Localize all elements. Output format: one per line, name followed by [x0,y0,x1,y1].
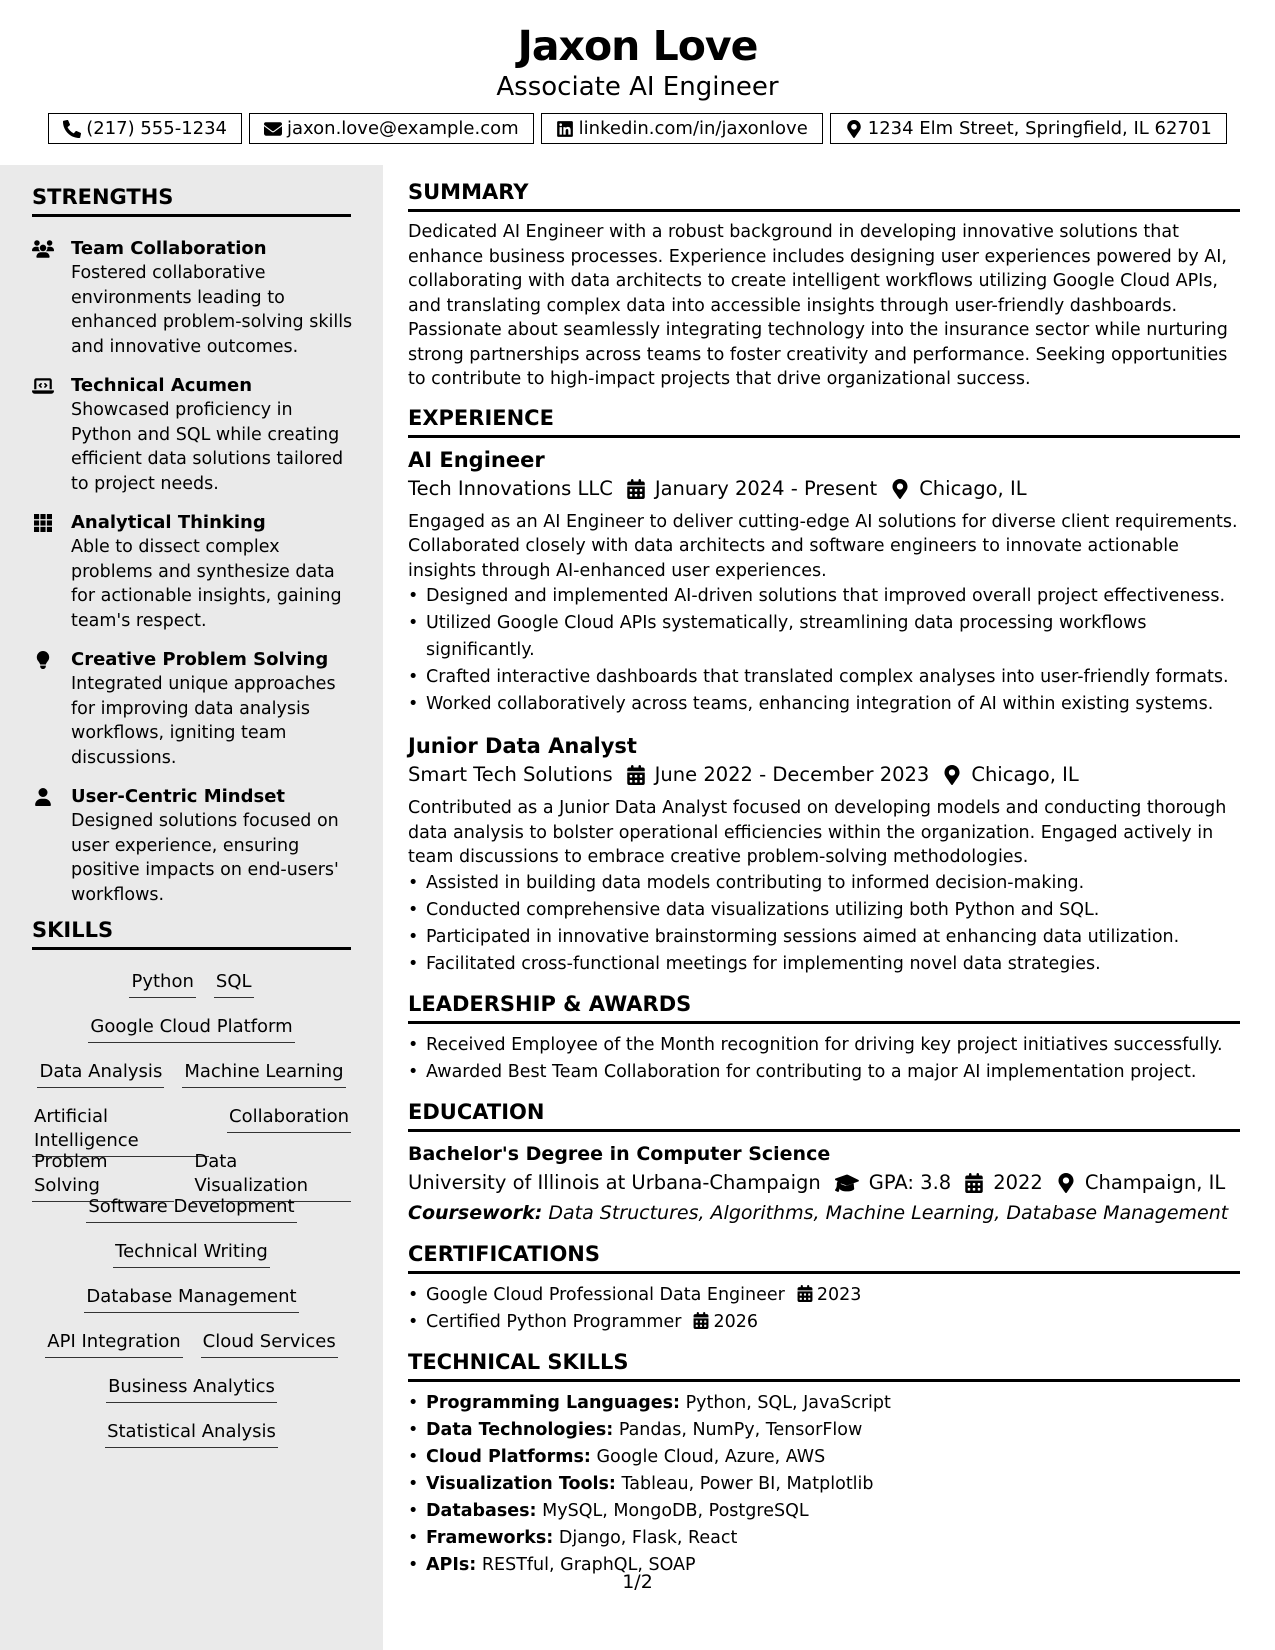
tech-skill-value: MySQL, MongoDB, PostgreSQL [542,1500,809,1521]
job-meta [408,760,1240,790]
job-dates: January 2024 - Present [654,476,878,500]
skill-row [32,1330,351,1375]
skill-row [32,1375,351,1420]
strength-title: Analytical Thinking [71,512,266,533]
job-bullet: • Utilized Google Cloud APIs systematically, streamlining data processing workflows significantly. [408,610,1240,664]
skill-tag: Database Management [84,1285,298,1313]
technical-skills-list [408,1390,1240,1579]
contact-bar [0,113,1275,144]
school-name: University of Illinois at Urbana-Champaign [408,1170,821,1194]
job-entry [408,446,1240,719]
tech-skill-value: Pandas, NumPy, TensorFlow [618,1419,863,1440]
job-bullet: • Designed and implemented AI-driven solutions that improved overall project effectiveness. [408,583,1240,610]
job-company: Tech Innovations LLC [408,476,613,500]
tech-skill-label: APIs: [426,1554,477,1575]
tech-skill-label: Visualization Tools: [426,1473,616,1494]
certifications-heading: CERTIFICATIONS [408,1242,1240,1274]
skill-row [32,1015,351,1060]
job-meta [408,474,1240,504]
skill-tag: Data Analysis [37,1060,164,1088]
skill-row [32,1240,351,1285]
tech-skill-item [408,1498,1240,1525]
strength-desc: Integrated unique approaches for improving data analysis workflows, igniting team discussions. [71,674,336,768]
coursework [408,1198,1240,1228]
strength-item [32,374,357,496]
contact-phone [48,113,242,144]
calendar-icon [797,1285,813,1302]
skill-tag: Business Analytics [106,1375,277,1403]
skill-tag: Machine Learning [182,1060,345,1088]
coursework-label: Coursework: [408,1201,543,1224]
strength-item [32,511,357,633]
tech-skill-value: Google Cloud, Azure, AWS [596,1446,826,1467]
job-bullets [408,583,1240,718]
skills-heading: SKILLS [32,918,351,950]
phone-text: (217) 555-1234 [86,118,228,139]
skill-row [32,1060,351,1105]
certification-item [408,1282,1240,1309]
job-bullet: • Assisted in building data models contributing to informed decision-making. [408,870,1240,897]
sidebar [0,165,383,1650]
job-company: Smart Tech Solutions [408,763,613,786]
tech-skill-value: Tableau, Power BI, Matplotlib [621,1473,874,1494]
strength-desc: Designed solutions focused on user experience, ensuring positive impacts on end-users' workflows. [71,811,339,905]
coursework-list: Data Structures, Algorithms, Machine Learning, Database Management [548,1201,1229,1224]
education-heading: EDUCATION [408,1100,1240,1132]
skill-row [32,1105,351,1150]
tech-skill-label: Cloud Platforms: [426,1446,591,1467]
job-location: Chicago, IL [919,476,1027,500]
grad-year: 2022 [993,1170,1043,1194]
candidate-name: Jaxon Love [517,22,758,70]
map-pin-icon [943,765,961,785]
strength-desc: Showcased proficiency in Python and SQL while creating efficient data solutions tailored to project needs. [71,400,344,494]
cert-name: Google Cloud Professional Data Engineer [426,1284,785,1305]
strength-item [32,785,357,907]
certification-item [408,1309,1240,1336]
contact-email[interactable] [249,113,534,144]
strength-title: User-Centric Mindset [71,786,286,807]
award-item: • Received Employee of the Month recognition for driving key project initiatives successfully. [408,1032,1240,1059]
job-bullet: • Crafted interactive dashboards that translated complex analyses into user-friendly formats. [408,664,1240,691]
skill-row [32,1285,351,1330]
resume-header [0,0,1275,165]
school-location: Champaign, IL [1084,1170,1226,1194]
job-title: AI Engineer [408,447,545,472]
skill-tag: Data Visualization [192,1150,351,1202]
job-bullet: • Facilitated cross-functional meetings for implementing novel data strategies. [408,951,1240,978]
job-bullet: • Conducted comprehensive data visualizations utilizing both Python and SQL. [408,897,1240,924]
tech-skill-item [408,1471,1240,1498]
cert-year: 2026 [713,1311,758,1332]
users-icon [32,240,54,258]
experience-heading: EXPERIENCE [408,406,1240,438]
technical-skills-heading: TECHNICAL SKILLS [408,1350,1240,1382]
tech-skill-value: Django, Flask, React [558,1527,738,1548]
award-item: • Awarded Best Team Collaboration for contributing to a major AI implementation project. [408,1059,1240,1086]
tech-skill-label: Data Technologies: [426,1419,614,1440]
tech-skill-label: Frameworks: [426,1527,554,1548]
main-content [408,180,1240,1579]
skill-tag: SQL [214,970,254,998]
skill-row [32,1150,351,1195]
calendar-icon [965,1173,983,1193]
skill-tag: Google Cloud Platform [88,1015,294,1043]
cert-year: 2023 [816,1284,862,1305]
leadership-heading: LEADERSHIP & AWARDS [408,992,1240,1024]
laptop-code-icon [32,377,54,395]
job-entry [408,732,1240,978]
map-pin-icon [845,120,863,138]
contact-linkedin[interactable] [541,113,823,144]
gpa: GPA: 3.8 [868,1170,952,1194]
skill-tag: Artificial Intelligence [32,1105,209,1157]
strength-item [32,237,357,359]
education-meta [408,1168,1240,1198]
education-entry [408,1140,1240,1228]
calendar-icon [627,479,645,499]
skill-tag: Problem Solving [32,1150,174,1202]
skill-tag: Cloud Services [201,1330,338,1358]
user-icon [32,788,54,806]
skill-row [32,1420,351,1465]
tech-skill-item [408,1390,1240,1417]
skill-tag: Collaboration [227,1105,351,1133]
contact-address [830,113,1227,144]
job-title: Junior Data Analyst [408,734,637,758]
degree-title: Bachelor's Degree in Computer Science [408,1142,831,1165]
skill-tag: Software Development [86,1195,296,1223]
strength-title: Team Collaboration [71,238,267,259]
tech-skill-value: Python, SQL, JavaScript [685,1392,891,1413]
graduation-cap-icon [835,1173,859,1193]
skill-row [32,970,351,1015]
map-pin-icon [1057,1173,1075,1193]
skill-tag: Statistical Analysis [105,1420,278,1448]
linkedin-icon [556,120,574,138]
candidate-title: Associate AI Engineer [496,72,779,102]
strength-item [32,648,357,770]
strength-title: Creative Problem Solving [71,649,329,670]
tech-skill-value: RESTful, GraphQL, SOAP [481,1554,696,1575]
skill-tag: Python [129,970,195,998]
tech-skill-item [408,1525,1240,1552]
leadership-list [408,1032,1240,1086]
strengths-list [32,237,357,922]
grid-icon [32,514,54,532]
job-bullet: • Worked collaboratively across teams, enhancing integration of AI within existing systems. [408,691,1240,718]
strengths-heading: STRENGTHS [32,185,351,217]
job-bullets [408,870,1240,978]
strength-desc: Able to dissect complex problems and synthesize data for actionable insights, gaining team's respect. [71,537,342,631]
skill-tag: API Integration [45,1330,182,1358]
job-description: Engaged as an AI Engineer to deliver cutting-edge AI solutions for diverse client requirements. Collaborated closely with data architects and software engineers to innovate actionable insights through AI-enhanced user experiences. [408,511,1238,581]
tech-skill-label: Programming Languages: [426,1392,681,1413]
job-bullet: • Participated in innovative brainstorming sessions aimed at enhancing data utilization. [408,924,1240,951]
calendar-icon [627,765,645,785]
linkedin-text[interactable]: linkedin.com/in/jaxonlove [578,118,808,139]
skills-list [32,970,351,1465]
page-number: 1/2 [622,1571,653,1593]
skill-tag: Technical Writing [113,1240,270,1268]
tech-skill-item [408,1417,1240,1444]
strength-title: Technical Acumen [71,375,253,396]
strength-desc: Fostered collaborative environments leading to enhanced problem-solving skills and innovative outcomes. [71,263,353,357]
summary-heading: SUMMARY [408,180,1240,212]
job-location: Chicago, IL [971,763,1079,786]
tech-skill-item [408,1444,1240,1471]
lightbulb-icon [32,651,54,669]
certifications-list [408,1282,1240,1336]
tech-skill-item [408,1552,1240,1579]
address-text: 1234 Elm Street, Springfield, IL 62701 [867,118,1212,139]
job-dates: June 2022 - December 2023 [654,763,930,786]
job-description: Contributed as a Junior Data Analyst focused on developing models and conducting thorough data analysis to bolster operational efficiencies within the organization. Engaged actively in team discussions to embrace creative problem-solving methodologies. [408,798,1227,867]
envelope-icon [264,120,282,138]
email-text[interactable]: jaxon.love@example.com [287,118,519,139]
calendar-icon [693,1312,709,1329]
map-pin-icon [891,479,909,499]
cert-name: Certified Python Programmer [426,1311,682,1332]
phone-icon [63,120,81,138]
tech-skill-label: Databases: [426,1500,537,1521]
summary-text: Dedicated AI Engineer with a robust background in developing innovative solutions that enhance business processes. Experience includes designing user experiences powered by AI, collaborating with data architects to create intelligent workflows utilizing Google Cloud APIs, and translating complex data into accessible insights through user-friendly dashboards. Passionate about seamlessly integrating technology into the insurance sector while nurturing strong partnerships across teams to foster creativity and performance. Seeking opportunities to contribute to high-impact projects that drive organizational success. [408,222,1228,389]
